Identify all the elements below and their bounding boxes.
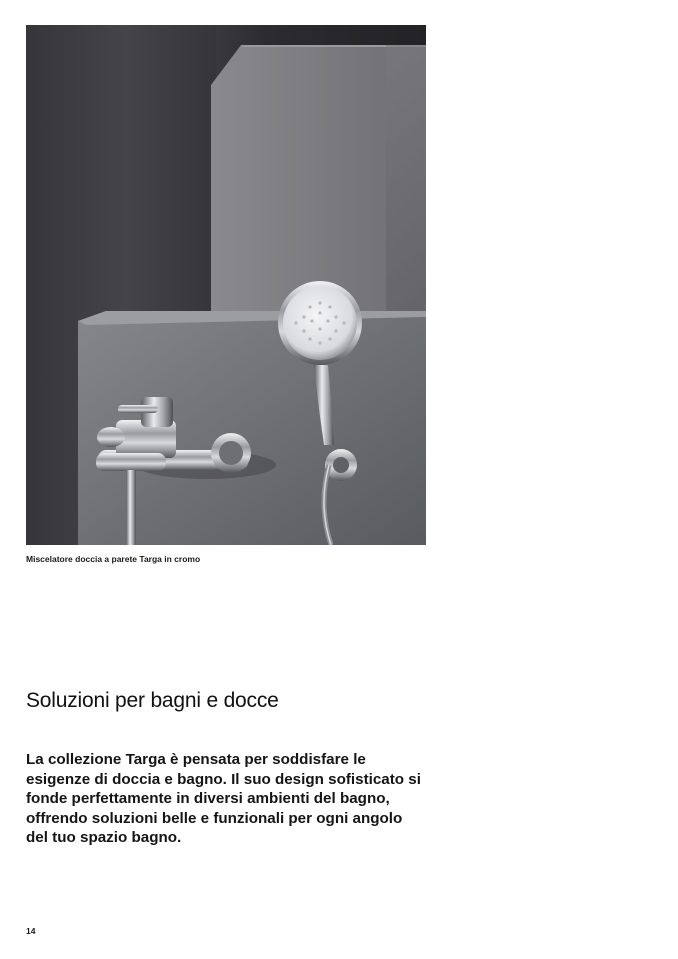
body-paragraph: La collezione Targa è pensata per soddisfare le esigenze di doccia e bagno. Il suo design sofisticato si fonde perfettamente in diversi ambienti del bagno, offrendo soluzioni belle e funzionali per ogni angolo del tuo spazio bagno. <box>26 751 421 846</box>
photo-caption: Miscelatore doccia a parete Targa in cromo <box>26 554 201 564</box>
shower-mixer-illustration <box>26 25 426 545</box>
page-number: 14 <box>26 926 36 936</box>
product-photo <box>26 25 426 545</box>
section-heading: Soluzioni per bagni e docce <box>26 689 279 712</box>
